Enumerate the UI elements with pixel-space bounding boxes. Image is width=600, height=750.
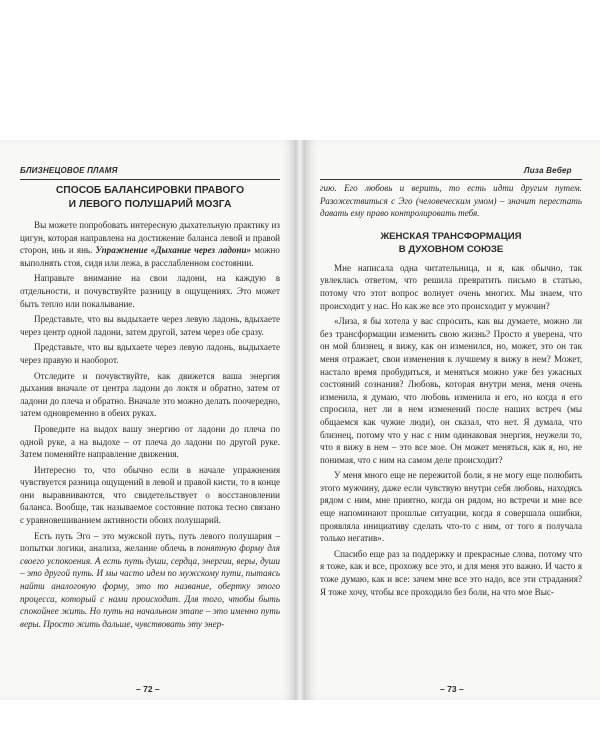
left-section-heading — [20, 184, 280, 211]
left-paragraph: Представьте, что вы выдыхаете через левую ладонь, вдыхаете через центр одной ладони, затем другой, затем через обе сразу. — [20, 314, 280, 337]
left-p8-text: Есть путь Эго – это мужской путь, путь левого полушария – попытки логики, анализа, желание облечь в — [20, 530, 280, 554]
book-gutter — [296, 140, 304, 700]
left-paragraph: Отследите и почувствуйте, как движется ваша энергия дыхания вначале от центра ладони до локтя и обратно, затем от ладони до плеча и обратно. Вначале это можно делать поочередно, затем одновременно в обеих руках. — [20, 370, 280, 419]
right-page-text — [320, 182, 582, 598]
left-head-rule — [20, 179, 280, 180]
left-running-head: БЛИЗНЕЦОВОЕ ПЛАМЯ — [20, 166, 118, 175]
right-heading-line-1: ЖЕНСКАЯ ТРАНСФОРМАЦИЯ — [380, 230, 522, 242]
left-p1-text-end: можно выполнять стоя, сидя или лежа, в расслабленном состоянии. — [20, 245, 280, 268]
left-paragraph: Направьте внимание на свои ладони, на каждую в отдельности, и почувствуйте разницу в ощущениях. Это может быть тепло или покалывание. — [20, 273, 280, 309]
exercise-title: Упражнение «Дыхание через ладони» — [95, 245, 252, 256]
right-heading-line-2: В ДУХОВНОМ СОЮЗЕ — [398, 243, 504, 255]
left-paragraph: Проведите на выдох вашу энергию от ладони до плеча по одной руке, а на выдохе – от плеча до ладони по другой руке. Затем поменяйте направление движения. — [20, 423, 280, 460]
right-paragraph: «Лиза, я бы хотела у вас спросить, как вы думаете, можно ли без трансформации изменить свою жизнь? Просто я уверена, что он мой близнец, я вижу, как он изменился, но, может, это он так меня отражает, свои изменения к лучшему я вижу в нем? Может, настало время пробудиться, и меняться можно уже без ужасных состояний сознания? Любовь, которая внутри меня, меня очень изменила, я думаю, что любовь изменила и его, но когда я его спросила, нет ли в нем изменений после наших встреч (мы общаемся как чужие люди), он сказал, что нет. Я думала, что близнец, потому что у нас с ним одинаковая энергия, неужели то, что я вижу в нем – это все мое. Он может меняться, как я, но, не понимая, что с ним на самом деле происходит? — [320, 316, 582, 465]
right-paragraph: Спасибо еще раз за поддержку и прекрасные слова, потому что я тоже, как и все, прохожу все это, и для меня это важно. И часто я тоже думаю, как и все: зачем мне все это надо, все эти страдания? Я тоже хочу, чтобы все проходило без боли, на что мое Выс- — [320, 548, 582, 597]
left-heading-line-2: И ЛЕВОГО ПОЛУШАРИЙ МОЗГА — [68, 198, 232, 210]
right-paragraph: У меня много еще не пережитой боли, я не могу еще полюбить этого мужчину, даже если чувствую внутри себя любовь, находясь рядом с ним, мне приятно, когда он рядом, но встречи и мне все еще напоминают прошлые ситуации, когда я совершала ошибки, проявляла инициативу сделать что-то с ним, от того я получала только негатив». — [320, 470, 582, 544]
left-paragraph: Представьте, что вы вдыхаете через левую ладонь, выдыхаете через правую и наоборот. — [20, 342, 280, 365]
left-page-number: – 72 – — [136, 684, 160, 694]
left-page-text — [20, 182, 280, 630]
left-paragraph — [20, 219, 280, 269]
right-head-rule — [320, 179, 582, 180]
right-page-number: – 73 – — [440, 684, 464, 694]
right-continuation-italic: гию. Его любовь и верить, то есть идти другим путем. Разожествиться с Эго (человеческим умом) – — [320, 183, 582, 206]
left-heading-line-1: СПОСОБ БАЛАНСИРОВКИ ПРАВОГО — [55, 185, 245, 196]
right-running-head: Лиза Вебер — [524, 166, 572, 175]
left-paragraph — [20, 530, 280, 631]
left-paragraph: Интересно то, что обычно если в начале упражнения чувствуется разница ощущений в левой и правой кисти, то в конце они выравниваются, что свидетельствует о восстановлении баланса. Вообще, так называемое состояние потока тесно связано с уравновешиванием активности обоих полушарий. — [20, 464, 280, 526]
right-section-heading — [320, 230, 582, 256]
right-paragraph: Мне написала одна читательница, и я, как обычно, так увлеклась ответом, что решила превратить письмо в статью, потому что этот вопрос волнует очень многих. Мы знаем, что происходит у нас. Но как же все это происходит у мужчин? — [320, 262, 582, 311]
left-p8-italic: понятную форму для своего успокоения. А есть путь души, сердца, энергии, веры, души – это другой путь. И мы часто идем по мужскому пути, пытаясь найти аналоговую форму, это то название, обертку этого процесса, который с нами происходит. Для того, чтобы быть спокойнее жить. Но путь на начальном этапе – это именно путь веры. Просто жить дальше, чувствовать эту энер- — [20, 543, 281, 629]
right-continuation — [320, 182, 582, 220]
right-continuation-end: значит перестать давать ему право контролировать тебя. — [320, 195, 582, 219]
left-p1-text: Вы можете попробовать интересную дыхательную практику из цигун, которая направлена на достижение баланса левой и правой сторон, инь и янь. — [20, 220, 280, 256]
